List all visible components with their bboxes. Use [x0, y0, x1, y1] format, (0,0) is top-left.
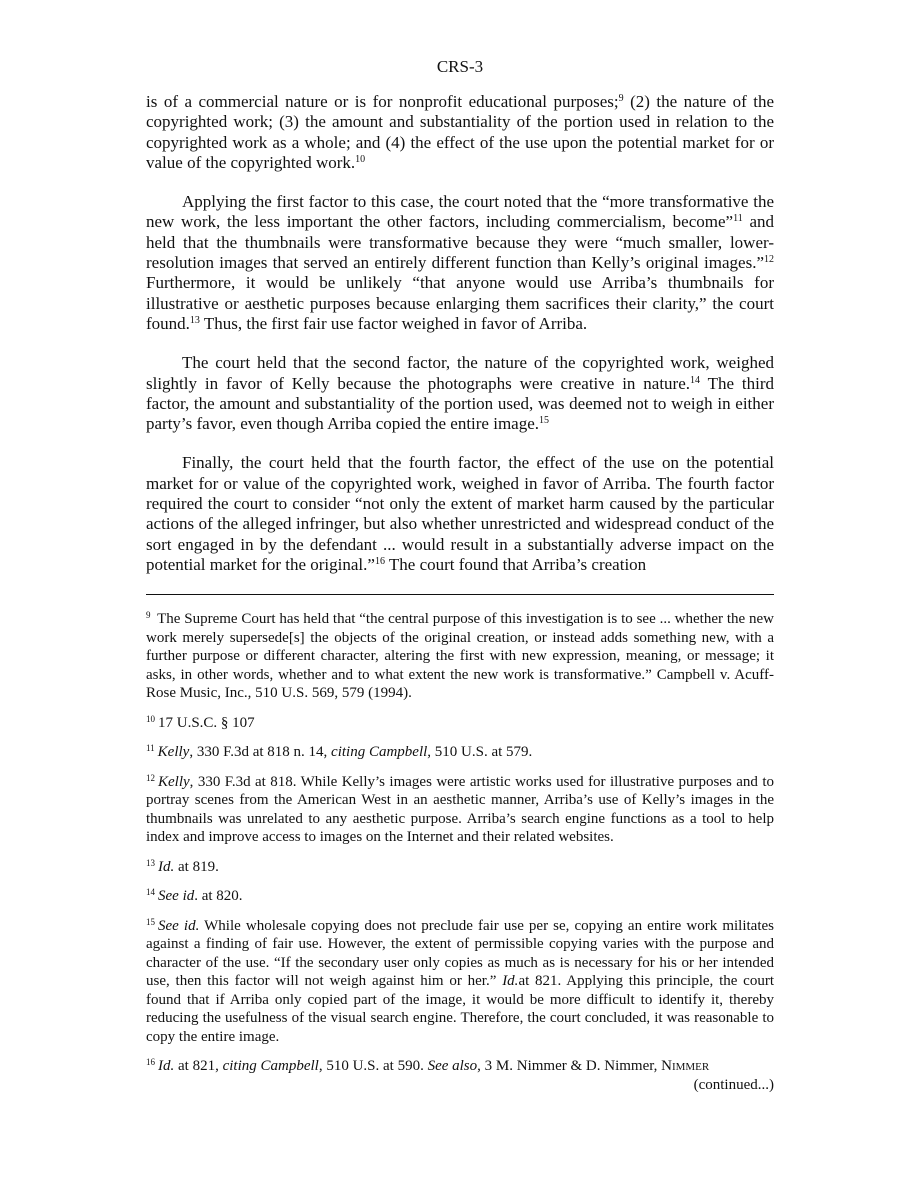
case-name: Kelly — [158, 773, 190, 790]
text: The court found that Arriba’s creation — [384, 554, 647, 574]
citation-signal: citing Campbell — [222, 1058, 319, 1075]
footnote-text: at 819. — [174, 858, 219, 875]
footnote-text: , 3 M. Nimmer & D. Nimmer, — [477, 1058, 662, 1075]
footnote-number: 15 — [146, 916, 155, 927]
footnotes — [146, 610, 774, 1094]
text: Applying the first factor to this case, the court noted that the “more transformative the new work, the less important the other factors, including commercialism, become” — [146, 192, 774, 232]
footnote-ref-11[interactable]: 11 — [733, 213, 743, 225]
footnote-9 — [146, 610, 774, 703]
footnote-text: , 510 U.S. at 579. — [427, 744, 533, 761]
body-text — [146, 92, 774, 575]
treatise-title: Nimmer — [661, 1058, 710, 1075]
footnote-ref-16[interactable]: 16 — [374, 555, 385, 567]
footnote-ref-15[interactable]: 15 — [539, 415, 550, 427]
footnote-text: 17 U.S.C. § 107 — [158, 714, 255, 731]
footnote-number: 10 — [146, 713, 155, 724]
footnote-ref-13[interactable]: 13 — [189, 314, 200, 326]
footnote-text: . at 820. — [194, 888, 243, 905]
footnote-16 — [146, 1057, 774, 1076]
footnote-text: at 821, — [174, 1058, 223, 1075]
citation-signal: Id. — [158, 1058, 175, 1075]
footnote-number: 11 — [146, 743, 155, 754]
footnote-12 — [146, 773, 774, 847]
text: The third factor, the amount and substantiality of the portion used, was deemed not to weigh in either party’s favor, even though Arriba copied the entire image. — [146, 373, 775, 434]
citation-signal: See id. — [158, 917, 200, 934]
footnote-15 — [146, 917, 774, 1047]
footnote-11 — [146, 743, 774, 762]
body-paragraph-2 — [146, 192, 774, 334]
footnote-text: While wholesale copying does not preclude fair use per se, copying an entire work militates against a finding of fair use. However, the extent of permissible copying varies with the purpose and character of the use. “If the secondary user only copies as much as is necessary for his or her intended use, then this factor will not weigh against him or her.” — [146, 917, 774, 990]
footnote-number: 14 — [146, 887, 155, 898]
footnote-text: , 510 U.S. at 590. — [318, 1058, 428, 1075]
footnote-number: 16 — [146, 1057, 155, 1068]
text: (2) the nature of the copyrighted work; (3) the amount and substantiality of the portion used in relation to the copyrighted work as a whole; and (4) the effect of the use upon the potential market for or value of the copyrighted work. — [146, 92, 775, 172]
citation-signal: See id — [158, 888, 195, 905]
footnote-number: 12 — [146, 772, 155, 783]
footnote-number: 9 — [146, 610, 151, 621]
page-header: CRS-3 — [436, 57, 484, 76]
footnote-text: , 330 F.3d at 818. While Kelly’s images were artistic works used for illustrative purposes and to portray scenes from the American West in an aesthetic manner, Arriba’s use of Kelly’s images in the thumbnails was unrelated to any aesthetic purpose. Arriba’s search engine functions as a tool to help index and improve access to images on the Internet and their related websites. — [146, 773, 774, 846]
body-paragraph-4 — [146, 453, 774, 575]
text: Thus, the first fair use factor weighed in favor of Arriba. — [199, 313, 588, 333]
case-name: Kelly — [157, 744, 190, 761]
text: Finally, the court held that the fourth factor, the effect of the use on the potential market for or value of the copyrighted work, weighed in favor of Arriba. The fourth factor required the court to consider “not only the extent of market harm caused by the particular actions of the alleged infringer, but also whether unrestricted and widespread conduct of the sort engaged in by the defendant ... would result in a substantially adverse impact on the potential market for the original.” — [146, 453, 774, 574]
footnote-text: The Supreme Court has held that “the central purpose of this investigation is to see ... whether the new work merely supersede[s] the objects of the original creation, or instead adds something new, with a further purpose or different character, altering the first with new expression, meaning, or message; it asks, in other words, whether and to what extent the new work is transformative.” Campbell v. Acuff-Rose Music, Inc., 510 U.S. 569, 579 (1994). — [146, 611, 774, 702]
footnote-ref-9[interactable]: 9 — [618, 93, 624, 104]
footnote-ref-10[interactable]: 10 — [355, 153, 366, 165]
footnote-ref-14[interactable]: 14 — [690, 374, 701, 386]
body-paragraph-1 — [146, 92, 774, 173]
footnote-divider — [146, 594, 774, 595]
citation-signal: See also — [427, 1058, 478, 1075]
continued-marker: (continued...) — [693, 1076, 774, 1093]
footnote-14 — [146, 887, 774, 906]
text: The court held that the second factor, the nature of the copyrighted work, weighed slightly in favor of Kelly because the photographs were creative in nature. — [146, 353, 774, 393]
citation-signal: Id. — [502, 973, 519, 990]
text: Furthermore, it would be unlikely “that anyone would use Arriba’s thumbnails for illustrative or aesthetic purposes because enlarging them sacrifices their clarity,” the court found. — [146, 273, 774, 333]
body-paragraph-3 — [146, 353, 774, 434]
citation-signal: citing Campbell — [331, 744, 428, 761]
citation-signal: Id. — [158, 858, 175, 875]
footnote-number: 13 — [146, 857, 155, 868]
footnote-text: at 821. Applying this principle, the court found that if Arriba only copied part of the image, it would be more difficult to identify it, thereby reducing the usefulness of the visual search engine. Therefore, the court concluded, it was reasonable to copy the entire image. — [146, 973, 775, 1045]
footnote-10 — [146, 714, 774, 733]
footnote-13 — [146, 858, 774, 877]
text: is of a commercial nature or is for nonprofit educational purposes; — [146, 92, 619, 111]
text: and held that the thumbnails were transformative because they were “much smaller, lower-resolution images that served an entirely different function than Kelly’s original images.” — [146, 212, 774, 273]
footnote-text: , 330 F.3d at 818 n. 14, — [189, 744, 332, 761]
footnote-ref-12[interactable]: 12 — [764, 254, 774, 266]
